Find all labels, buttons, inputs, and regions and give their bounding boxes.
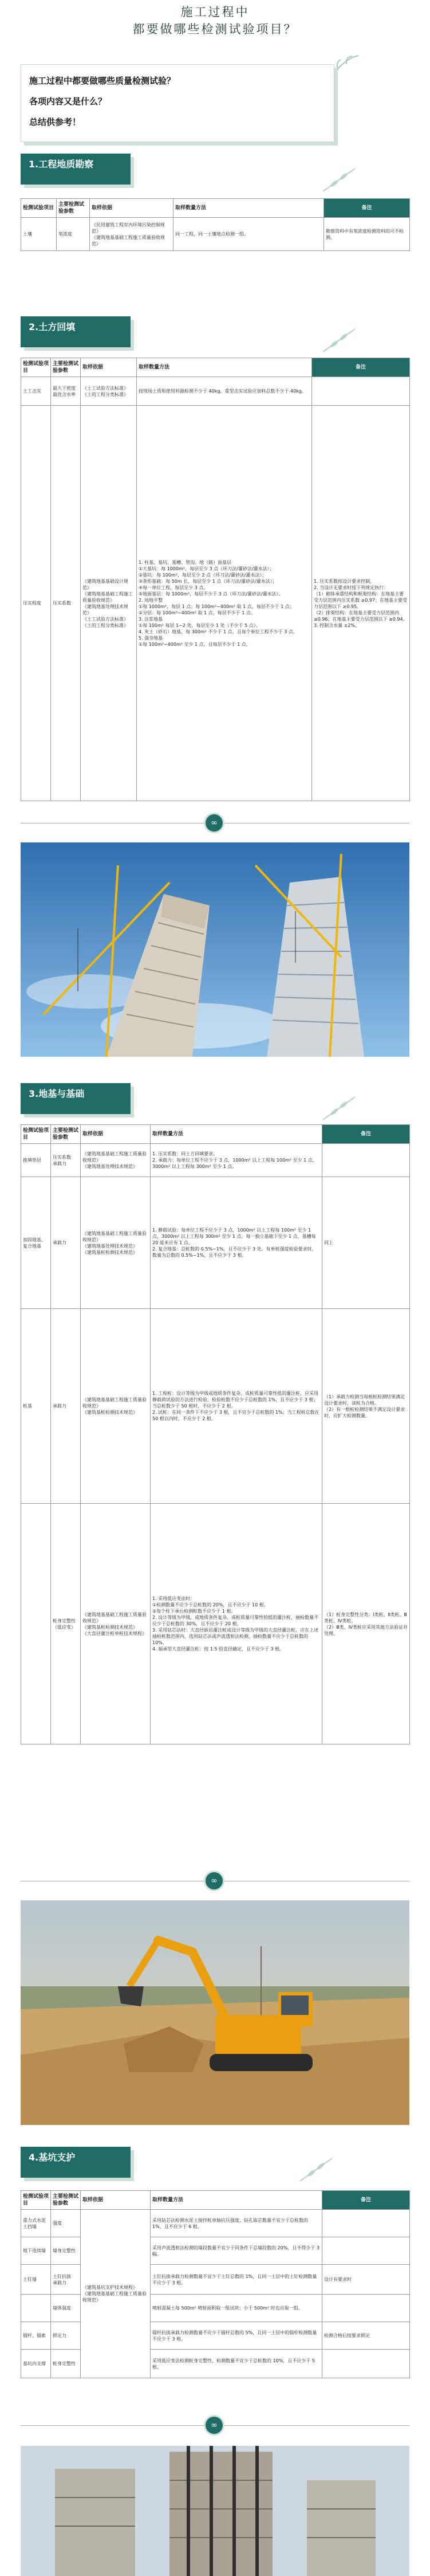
- col-header: 取样依据: [90, 199, 173, 218]
- cell: 地下连续墙: [21, 2237, 51, 2265]
- cell: 基坑内支撑: [21, 2350, 51, 2378]
- cell: 锚杆、锚索: [21, 2322, 51, 2350]
- leaf-icon: [321, 1095, 357, 1122]
- table-row: [21, 1177, 410, 1309]
- cell: 《建筑地基基础设计规范》 《建筑地基基础工程施工质量验收规范》 《建筑地基处理技术规范》 《土工试验方法标准》 《土的工程分类标准》: [81, 406, 137, 801]
- building-site-photo: [21, 2446, 409, 2576]
- cell: [322, 1144, 410, 1177]
- cell: 采用低应变法检测桩身完整性，检测数量不宜少于总桩数的 10%，且不应少于 5 根。: [151, 2350, 322, 2378]
- table-row: [21, 2265, 410, 2295]
- cell: 1. 柱基、基坑、基槽、管沟、地（路）面基层 ①大基坑：每 1000m²，每层至少 3 点（环刀法/灌砂法/灌水法）； ②基坑：每 100m²，每层至少 2 点（环刀法/灌砂法/灌水法）； ③条形基础：每 50m 长，每层至少 1 点（环刀法/灌砂法/灌水法）； ④每一单位工程，每层至少 3 点。 ⑤地面基层：每 1000m²，每层不少于 3 点（环刀法/灌砂法/灌水法）。 2. 场地平整 ①每 1000m²，每层 1 点；每 100m²~400m² 取 1 点，每层不少于 1 点； ②分层：每 100m²~400m² 取 1 点，每层不少于 1 点。 3. 注浆地基 ①每 100m² 每层 1~2 处，每层至少 1 处（不少于 5 点）。 4. 灰土（砂石）地基，每 300m² 不少于 1 点，且每个单位工程不少于 3 点。 5. 强夯地基 ①每 100m²~400m² 至少 1 点，且每层不少于 1 点。: [137, 406, 312, 801]
- table-row: [21, 377, 410, 406]
- cell: 《建筑基坑支护技术规程》 《建筑地基基础工程施工质量验收规范》: [81, 2210, 151, 2378]
- section-name: 土方回填: [38, 321, 76, 332]
- cell: 桩身完整性: [51, 2350, 81, 2378]
- cell: 《建筑地基基础工程施工质量验收规范》 《建筑基桩检测技术规范》 《大直径灌注桩单桩技术规程》: [81, 1504, 151, 1744]
- col-header: 检测试验项目: [21, 2191, 51, 2210]
- col-header: 取样依据: [81, 358, 137, 377]
- cell: 采用声波透射法检测的墙段数量不宜少于同条件下总墙段数的 20%，且不得少于 3 幅。: [151, 2237, 322, 2265]
- cell: 《土工试验方法标准》 《土的工程分类标准》: [81, 377, 137, 406]
- excavator-photo: [21, 1900, 409, 2125]
- cell: 强度: [51, 2210, 81, 2237]
- cell: 土工击实: [21, 377, 51, 406]
- section-header-foundation: [21, 1083, 131, 1114]
- table-row: [21, 2237, 410, 2265]
- table-row: [21, 218, 410, 251]
- cell: 压实程度: [21, 406, 51, 801]
- table-foundation: [21, 1124, 410, 1744]
- cell: [21, 1504, 51, 1744]
- cell: [322, 2210, 410, 2237]
- col-header: 主要检测试验参数: [51, 358, 81, 377]
- section-number: 3.: [29, 1088, 39, 1099]
- page-title: [0, 0, 430, 55]
- cell: 锁定力: [51, 2322, 81, 2350]
- cell: 墙体强度: [51, 2295, 81, 2322]
- cell: 1. 采用低应变法时： ①检测数量不应少于总桩数的 20%，且不应少于 10 根。 ②每个柱下承台检测桩数不应少于 1 根。 2. 设计等级为甲级，或地质条件复杂、成桩质量可靠性较低的灌注桩，抽检数量不应少于总桩数的 30%，且不应少于 20 根。 3. 采用钻芯法时：大直径嵌岩灌注桩或设计等级为甲级的大直径灌注桩，应在上述抽检桩数范围内，选用钻芯法或声波透射法检测，抽检数量不应少于总桩数的 10%。 4. 端承型大直径灌注桩：按 1.5 倍直径确定，且不应少于 3 根。: [151, 1504, 322, 1744]
- cell: 加固地基、复合地基: [21, 1177, 51, 1309]
- cell: 承载力: [51, 1177, 81, 1309]
- table-pit-support: [21, 2190, 410, 2378]
- col-header: 取样数量方法: [151, 1125, 322, 1144]
- cell: 土钉抗拔承载力检测数量不宜少于土钉总数的 1%，且同一土层中的土钉检测数量不应少于 3 根。: [151, 2265, 322, 2295]
- cell: 勘察资料中有氡浓度检测资料的可不检测。: [324, 218, 410, 251]
- cell: 桩身完整性（低应变）: [51, 1504, 81, 1744]
- col-header: 取样数量方法: [137, 358, 312, 377]
- cell: 《建筑地基基础工程施工质量验收规范》 《建筑基桩检测技术规范》: [81, 1309, 151, 1504]
- cell: 氡浓度: [57, 218, 90, 251]
- col-header: 备注: [324, 199, 410, 218]
- cell: 《建筑地基基础工程施工质量验收规范》 《建筑地基处理技术规范》: [81, 1144, 151, 1177]
- leaf-icon: [321, 327, 357, 354]
- cell: 土钉抗拔 承载力: [51, 2265, 81, 2295]
- cell: 重力式水泥土挡墙: [21, 2210, 51, 2237]
- section-header-pit-support: [21, 2147, 131, 2178]
- cell: 最大干密度 最优含水率: [51, 377, 81, 406]
- cell: [322, 2350, 410, 2378]
- col-header: 取样依据: [81, 1125, 151, 1144]
- table-row: [21, 2210, 410, 2237]
- cell: 《建筑地基基础工程施工质量验收规范》 《建筑地基处理技术规范》 《建筑基桩检测技术规范》: [81, 1177, 151, 1309]
- leaf-icon: [298, 2156, 334, 2183]
- cell: 1. 压实系数：同土方回填要求。 2. 承载力：每单位工程不应少于 3 点，1000m² 以上工程每 100m² 至少 1 点，3000m² 以上工程每 300m² 至少 1 点。: [151, 1144, 322, 1177]
- col-header: 主要检测试验参数: [57, 199, 90, 218]
- col-header: 取样依据: [81, 2191, 151, 2210]
- col-header: 备注: [312, 358, 410, 377]
- section-name: 地基与基础: [38, 1088, 85, 1099]
- leaf-icon: [321, 166, 357, 194]
- cell: 换填垫层: [21, 1144, 51, 1177]
- table-row: [21, 2295, 410, 2322]
- cell: [322, 2237, 410, 2265]
- table-row: [21, 1144, 410, 1177]
- cell: 土钉墙: [21, 2265, 51, 2295]
- table-row: [21, 2350, 410, 2378]
- intro-line: 施工过程中都要做哪些质量检测试验？: [29, 76, 176, 86]
- table-row: [21, 2322, 410, 2350]
- cell: （1）桩身完整性分类：Ⅰ类桩、Ⅱ类桩、Ⅲ类桩、Ⅳ类桩。 （2）Ⅲ类、Ⅳ类桩应采用其他方法验证并处理。: [322, 1504, 410, 1744]
- cell: 承载力: [51, 1309, 81, 1504]
- link-icon: ∞: [204, 2415, 224, 2436]
- cell: 1. 静载试验：每单位工程不应少于 3 点，1000m² 以上工程每 100m² 至少 1 点，3000m² 以上工程每 300m² 至少 1 点。每一独立基础下至少 1 点，基槽每 20 延米应有 1 点。 2. 复合地基：总桩数的 0.5%~1%，且不应少于 3 处。有单桩强度检验要求时，数量为总数的 0.5%~1%，且不应少于 3 根。: [151, 1177, 322, 1309]
- section-header-geology: [21, 154, 131, 185]
- table-row: [21, 406, 410, 801]
- cell: [312, 377, 410, 406]
- intro-line: 各项内容又是什么？: [29, 96, 107, 107]
- section-number: 4.: [29, 2152, 39, 2163]
- col-header: 备注: [322, 2191, 410, 2210]
- cell: 设计有要求时: [322, 2265, 410, 2295]
- cell: 按现场土质和使用料源检测不少于 40kg，重型击实试验应加料总数不少于 40kg。: [137, 377, 312, 406]
- cell: 采用钻芯法检测水泥土搅拌桩单轴抗压强度，钻孔取芯数量不宜少于总桩数的 1%，且不应少于 6 根。: [151, 2210, 322, 2237]
- col-header: 主要检测试验参数: [51, 1125, 81, 1144]
- cell: 喷射混凝土每 500m² 喷射面积取一组试块；小于 500m² 时也应取一组。: [151, 2295, 322, 2322]
- cell: 检测合格后按要求锁定: [322, 2322, 410, 2350]
- intro-line: 总结供参考！: [29, 117, 81, 127]
- col-header: 检测试验项目: [21, 1125, 51, 1144]
- cell: 土壤: [21, 218, 57, 251]
- col-header: 取样数量方法: [151, 2191, 322, 2210]
- title-line-2: 都要做哪些检测试验项目？: [132, 22, 298, 36]
- section-name: 基坑支护: [38, 2152, 76, 2163]
- cell: 同一工程，同一土壤地点检测一组。: [173, 218, 324, 251]
- title-line-1: 施工过程中: [180, 5, 250, 19]
- table-geology: [21, 198, 410, 251]
- cell: 压实系数: [51, 406, 81, 801]
- construction-cranes-photo: [21, 842, 409, 1057]
- cell: [21, 2295, 51, 2322]
- section-number: 2.: [29, 321, 39, 332]
- intro-box: [21, 64, 334, 142]
- cell: 同上: [322, 1177, 410, 1309]
- cell: 1. 压实系数按设计要求控制。 2. 当设计无要求时按下列规定执行： （1）砌体承重结构和框架结构：在地基主要受力层范围内压实系数 ≥0.97；在地基主要受力层范围以下 ≥0.95。 （2）排架结构：在地基主要受力层范围内 ≥0.96；在地基主要受力层范围以下 ≥0.94。 3. 控制含水量 ±2%。: [312, 406, 410, 801]
- cell: （1）承载力检测当每根桩检测结果满足设计要求时，该桩为合格。 （2）有一根桩检测结果不满足设计要求时，应扩大检测数量。: [322, 1309, 410, 1504]
- cell: 锚杆抗拔承载力检测数量不应少于锚杆总数的 5%，且同一土层中的锚杆检测数量不应少于 3 根。: [151, 2322, 322, 2350]
- col-header: 取样数量方法: [173, 199, 324, 218]
- section-header-backfill: [21, 316, 131, 347]
- link-icon: ∞: [204, 813, 224, 833]
- cell: 1. 工程桩：设计等级为甲级或地质条件复杂、成桩质量可靠性低的灌注桩，应采用静载荷试验的方法进行检验，检验桩数不应少于总桩数的 1%，且不应少于 3 根；当总桩数少于 50 根时，不应少于 2 根。 2. 试桩：在同一条件下不应少于 3 根，且不宜少于总桩数的 1%；当工程桩总数在 50 根以内时，不应少于 2 根。: [151, 1309, 322, 1504]
- cell: 墙身完整性: [51, 2237, 81, 2265]
- cell: 压实系数 承载力: [51, 1144, 81, 1177]
- col-header: 检测试验项目: [21, 358, 51, 377]
- col-header: 主要检测试验参数: [51, 2191, 81, 2210]
- table-backfill: [21, 358, 410, 801]
- section-name: 工程地质勘察: [38, 159, 94, 170]
- table-row: [21, 1309, 410, 1504]
- cell: 桩基: [21, 1309, 51, 1504]
- cell: 《民用建筑工程室内环境污染控制规范》 《建筑地基基础工程施工质量验收规范》: [90, 218, 173, 251]
- link-icon: ∞: [204, 1871, 224, 1891]
- cell: [322, 2295, 410, 2322]
- col-header: 备注: [322, 1125, 410, 1144]
- table-row: [21, 1504, 410, 1744]
- section-number: 1.: [29, 159, 39, 170]
- col-header: 检测试验项目: [21, 199, 57, 218]
